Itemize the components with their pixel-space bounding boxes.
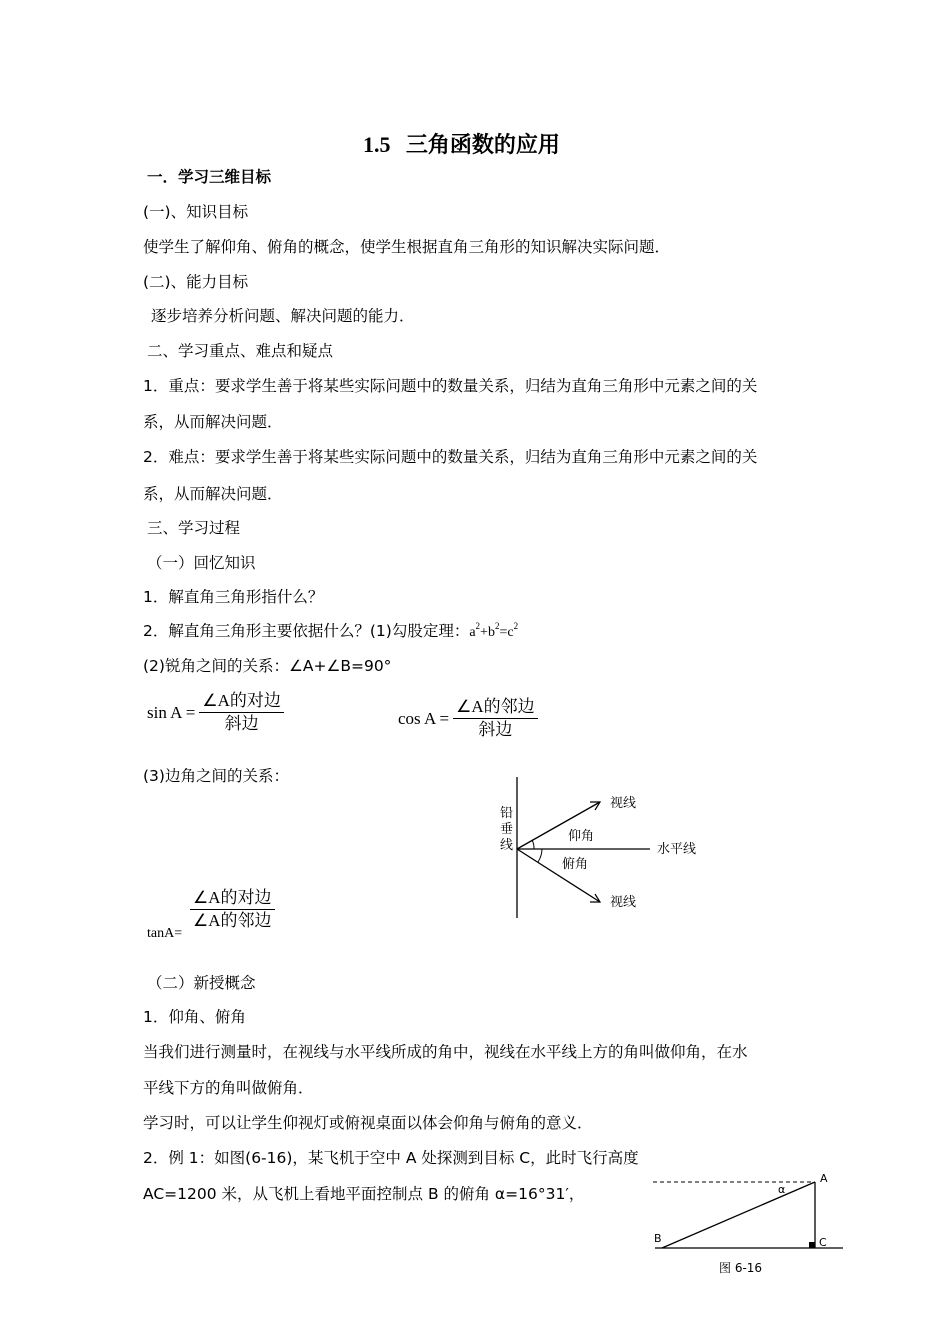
sin-denominator: 斜边 <box>224 714 259 733</box>
sin-formula <box>147 690 284 735</box>
knowledge-text: 使学生了解仰角、俯角的概念，使学生根据直角三角形的知识解决实际问题． <box>143 238 671 256</box>
depression-arc <box>538 849 542 862</box>
concept-item-1: 1．仰角、俯角 <box>143 1008 246 1026</box>
question-2 <box>143 621 518 643</box>
section3-heading: 三、学习过程 <box>147 519 241 537</box>
difficult-point-line1: 2．难点：要求学生善于将某些实际问题中的数量关系，归结为直角三角形中元素之间的关 <box>143 448 758 466</box>
figure-6-16 <box>645 1168 855 1283</box>
pythagorean-formula: $a^2+b^2=c^2$ <box>469 621 519 640</box>
upper-sight-label: 视线 <box>610 796 637 811</box>
elevation-label: 仰角 <box>568 829 595 844</box>
label-alpha: α <box>778 1183 786 1196</box>
side-angle-relation: (3)边角之间的关系： <box>143 767 289 785</box>
title-number: 1.5 <box>363 132 391 157</box>
cos-denominator: 斜边 <box>478 720 513 739</box>
figure-caption: 图 6-16 <box>719 1261 763 1275</box>
question-2-text: 2．解直角三角形主要依据什么？(1)勾股定理： <box>143 622 470 640</box>
knowledge-label: (一)、知识目标 <box>143 203 249 221</box>
difficult-point-line2: 系，从而解决问题． <box>143 485 283 503</box>
cos-formula <box>398 696 538 741</box>
example-line1: 2．例 1：如图(6-16)，某飞机于空中 A 处探测到目标 C，此时飞行高度 <box>143 1149 639 1167</box>
recall-heading: （一）回忆知识 <box>147 554 256 572</box>
sin-lhs: sin A = <box>147 702 196 722</box>
study-note: 学习时，可以让学生仰视灯或俯视桌面以体会仰角与俯角的意义． <box>143 1114 593 1132</box>
definition-line1: 当我们进行测量时，在视线与水平线所成的角中，视线在水平线上方的角叫做仰角，在水 <box>143 1043 748 1061</box>
sin-numerator: ∠A的对边 <box>202 691 281 710</box>
section1-heading: 一．学习三维目标 <box>147 168 272 186</box>
elevation-arc <box>532 840 534 849</box>
vertical-label-2: 垂 <box>500 822 514 837</box>
side-ab <box>662 1182 815 1248</box>
vertical-label-3: 线 <box>500 838 514 853</box>
question-1: 1．解直角三角形指什么？ <box>143 588 324 606</box>
acute-angle-relation: (2)锐角之间的关系：∠A+∠B=90° <box>143 657 392 675</box>
cos-numerator: ∠A的邻边 <box>456 697 535 716</box>
key-point-line1: 1．重点：要求学生善于将某些实际问题中的数量关系，归结为直角三角形中元素之间的关 <box>143 377 758 395</box>
depression-label: 俯角 <box>562 857 589 872</box>
ability-text: 逐步培养分析问题、解决问题的能力． <box>151 307 415 325</box>
label-b: B <box>654 1232 662 1245</box>
label-c: C <box>819 1236 827 1249</box>
new-concepts-heading: （二）新授概念 <box>147 974 256 992</box>
label-a: A <box>820 1172 828 1185</box>
tan-label: tanA= <box>147 926 183 941</box>
key-point-line2: 系，从而解决问题． <box>143 413 283 431</box>
ability-label: (二)、能力目标 <box>143 273 249 291</box>
title-text: 三角函数的应用 <box>405 133 560 158</box>
horizontal-label: 水平线 <box>657 842 697 857</box>
tan-formula <box>190 887 275 932</box>
vertical-label-1: 铅 <box>500 806 514 821</box>
definition-line2: 平线下方的角叫做俯角． <box>143 1079 314 1097</box>
section2-heading: 二、学习重点、难点和疑点 <box>147 342 334 360</box>
tan-numerator: ∠A的对边 <box>193 888 272 907</box>
page-title <box>363 128 560 159</box>
lower-sight-label: 视线 <box>610 895 637 910</box>
example-line2: AC=1200 米，从飞机上看地平面控制点 B 的俯角 α=16°31′， <box>143 1185 585 1203</box>
tan-denominator: ∠A的邻边 <box>193 911 272 930</box>
cos-lhs: cos A = <box>398 708 450 728</box>
elevation-depression-diagram <box>490 772 720 924</box>
right-angle-mark <box>809 1242 815 1248</box>
